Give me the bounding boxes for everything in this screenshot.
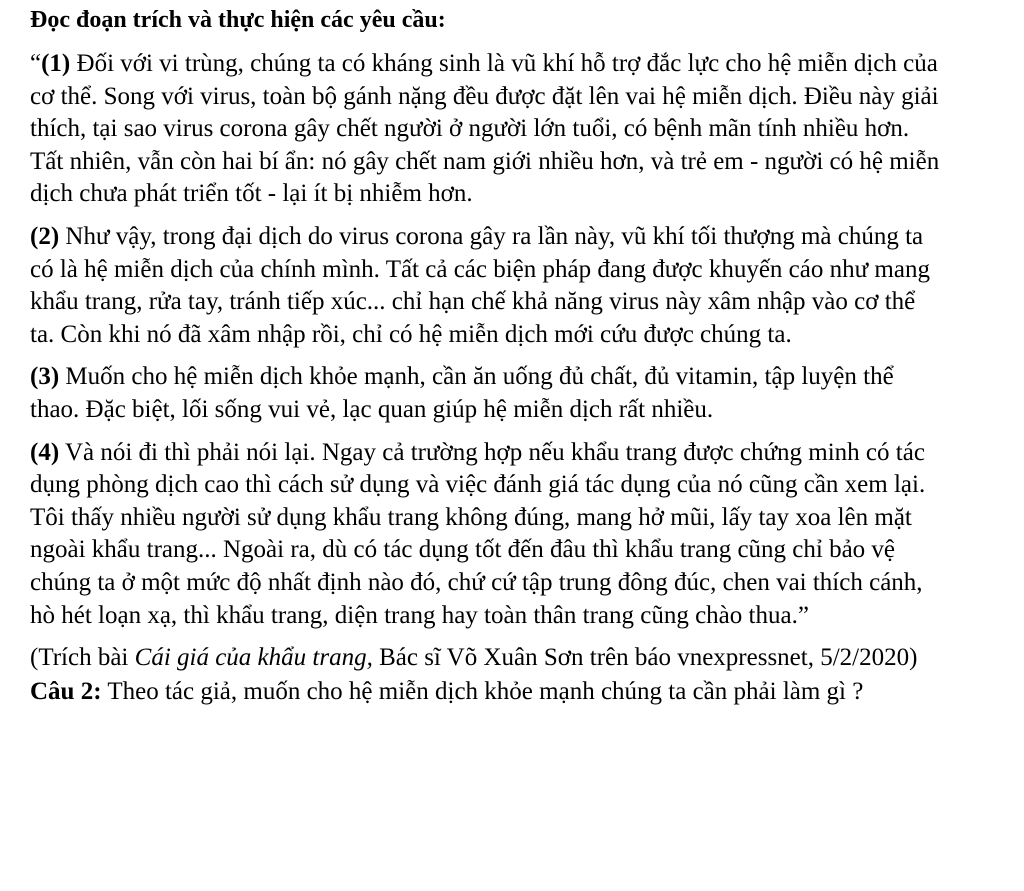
page-heading: Đọc đoạn trích và thực hiện các yêu cầu: (30, 7, 446, 33)
paragraph-text: Như vậy, trong đại dịch do virus corona gây ra lần này, vũ khí tối thượng mà chúng ta có là hệ miễn dịch của chính mình. Tất cả các biện pháp đang được khuyến cáo như mang khẩu trang, rửa tay, tránh tiếp xúc... chỉ hạn chế khả năng virus này xâm nhập vào cơ thể ta. Còn khi nó đã xâm nhập rồi, chỉ có hệ miễn dịch mới cứu được chúng ta. (30, 222, 930, 348)
question-2 (30, 675, 930, 708)
citation-before: (Trích bài (30, 644, 135, 672)
question-label: Câu 2: (30, 677, 102, 705)
paragraph-1 (30, 48, 940, 211)
question-text: Theo tác giả, muốn cho hệ miễn dịch khỏe mạnh chúng ta cần phải làm gì ? (101, 677, 864, 705)
citation-title: Cái giá của khẩu trang, (134, 644, 373, 672)
paragraph-number: (3) (30, 363, 60, 391)
source-citation (30, 642, 930, 675)
paragraph-2 (30, 221, 930, 351)
paragraph-4 (30, 437, 930, 633)
paragraph-number: (2) (30, 222, 60, 250)
paragraph-number: (1) (41, 50, 71, 77)
paragraph-number: (4) (30, 438, 60, 466)
opening-quote: “ (30, 50, 42, 77)
paragraph-text: Và nói đi thì phải nói lại. Ngay cả trường hợp nếu khẩu trang được chứng minh có tác dụng phòng dịch cao thì cách sử dụng và việc đánh giá tác dụng của nó cũng cần xem lại. Tôi thấy nhiều người sử dụng khẩu trang không đúng, mang hở mũi, lấy tay xoa lên mặt ngoài khẩu trang... Ngoài ra, dù có tác dụng tốt đến đâu thì khẩu trang cũng chỉ bảo vệ chúng ta ở một mức độ nhất định nào đó, chứ cứ tập trung đông đúc, chen vai thích cánh, hò hét loạn xạ, thì khẩu trang, diện trang hay toàn thân trang cũng chào thua.” (30, 438, 926, 629)
paragraph-3 (30, 361, 930, 426)
paragraph-text: Muốn cho hệ miễn dịch khỏe mạnh, cần ăn uống đủ chất, đủ vitamin, tập luyện thể thao. Đặc biệt, lối sống vui vẻ, lạc quan giúp hệ miễn dịch rất nhiều. (30, 363, 894, 423)
citation-after: Bác sĩ Võ Xuân Sơn trên báo vnexpressnet, 5/2/2020) (372, 644, 918, 672)
paragraph-text: Đối với vi trùng, chúng ta có kháng sinh là vũ khí hỗ trợ đắc lực cho hệ miễn dịch của cơ thể. Song với virus, toàn bộ gánh nặng đều được đặt lên vai hệ miễn dịch. Điều này giải thích, tại sao virus corona gây chết người ở người lớn tuổi, có bệnh mãn tính nhiều hơn. Tất nhiên, vẫn còn hai bí ẩn: nó gây chết nam giới nhiều hơn, và trẻ em - người có hệ miễn dịch chưa phát triển tốt - lại ít bị nhiễm hơn. (30, 50, 940, 208)
